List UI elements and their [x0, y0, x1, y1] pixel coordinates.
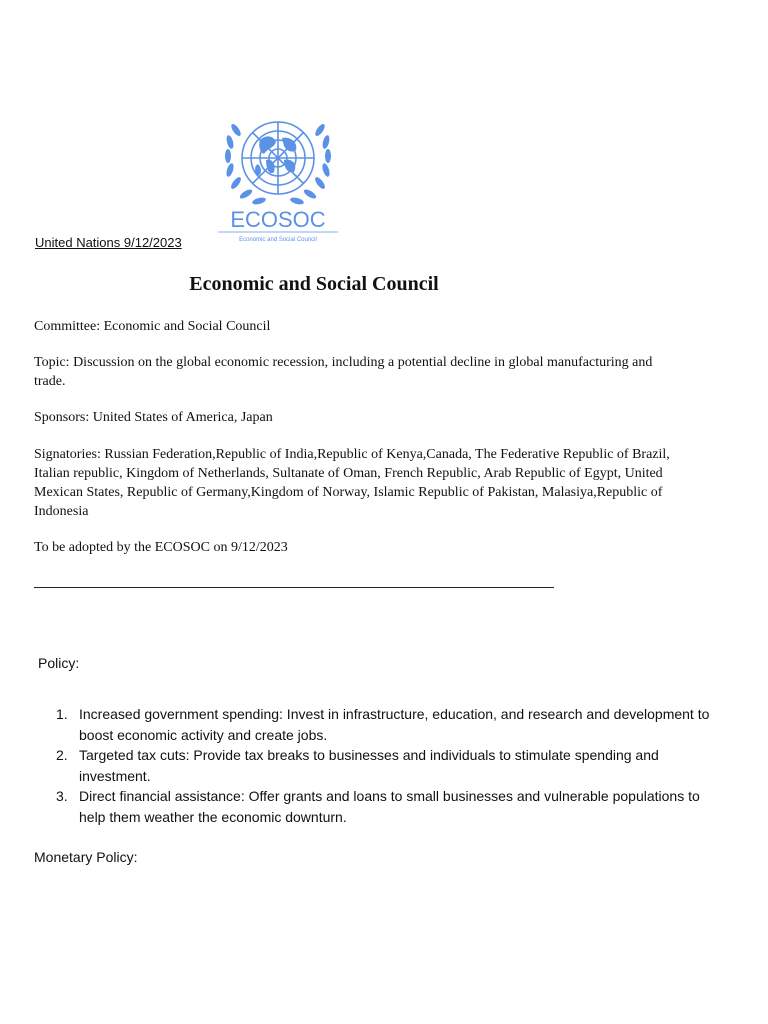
logo-subtitle: Economic and Social Council [239, 237, 317, 243]
sponsors-line: Sponsors: United States of America, Japan [34, 410, 273, 425]
monetary-policy-heading: Monetary Policy: [34, 849, 138, 865]
list-item [34, 786, 724, 827]
signatories-paragraph: Signatories: Russian Federation,Republic of India,Republic of Kenya,Canada, The Federative Republic of Brazil, Italian republic, Kingdom of Netherlands, Sultanate of Oman, French Republic, Arab Republic of Egypt, United Mexican States, Republic of Germany,Kingdom of Norway, Islamic Republic of Pakistan, Malasiya,Republic of Indonesia [34, 447, 670, 519]
list-item [34, 704, 724, 745]
list-item-number: 2. [56, 747, 68, 763]
un-globe-icon [242, 122, 314, 194]
policy-list [34, 704, 724, 827]
list-item-number: 3. [56, 788, 68, 804]
policy-heading: Policy: [38, 655, 80, 671]
ecosoc-logo [214, 98, 342, 248]
committee-line: Committee: Economic and Social Council [34, 319, 271, 334]
divider [34, 587, 554, 588]
list-item-number: 1. [56, 706, 68, 722]
un-emblem-icon [214, 98, 342, 248]
header-line: United Nations 9/12/2023 [35, 235, 182, 250]
page-title: Economic and Social Council [189, 273, 439, 295]
topic-paragraph: Topic: Discussion on the global economic recession, including a potential decline in global manufacturing and trade. [34, 355, 653, 389]
logo-text: ECOSOC [230, 207, 326, 232]
list-item-text: Targeted tax cuts: Provide tax breaks to businesses and individuals to stimulate spending and investment. [79, 747, 659, 784]
list-item-text: Direct financial assistance: Offer grants and loans to small businesses and vulnerable populations to help them weather the economic downturn. [79, 788, 700, 825]
adoption-line: To be adopted by the ECOSOC on 9/12/2023 [34, 540, 288, 555]
list-item [34, 745, 724, 786]
list-item-text: Increased government spending: Invest in infrastructure, education, and research and development to boost economic activity and create jobs. [79, 706, 710, 743]
